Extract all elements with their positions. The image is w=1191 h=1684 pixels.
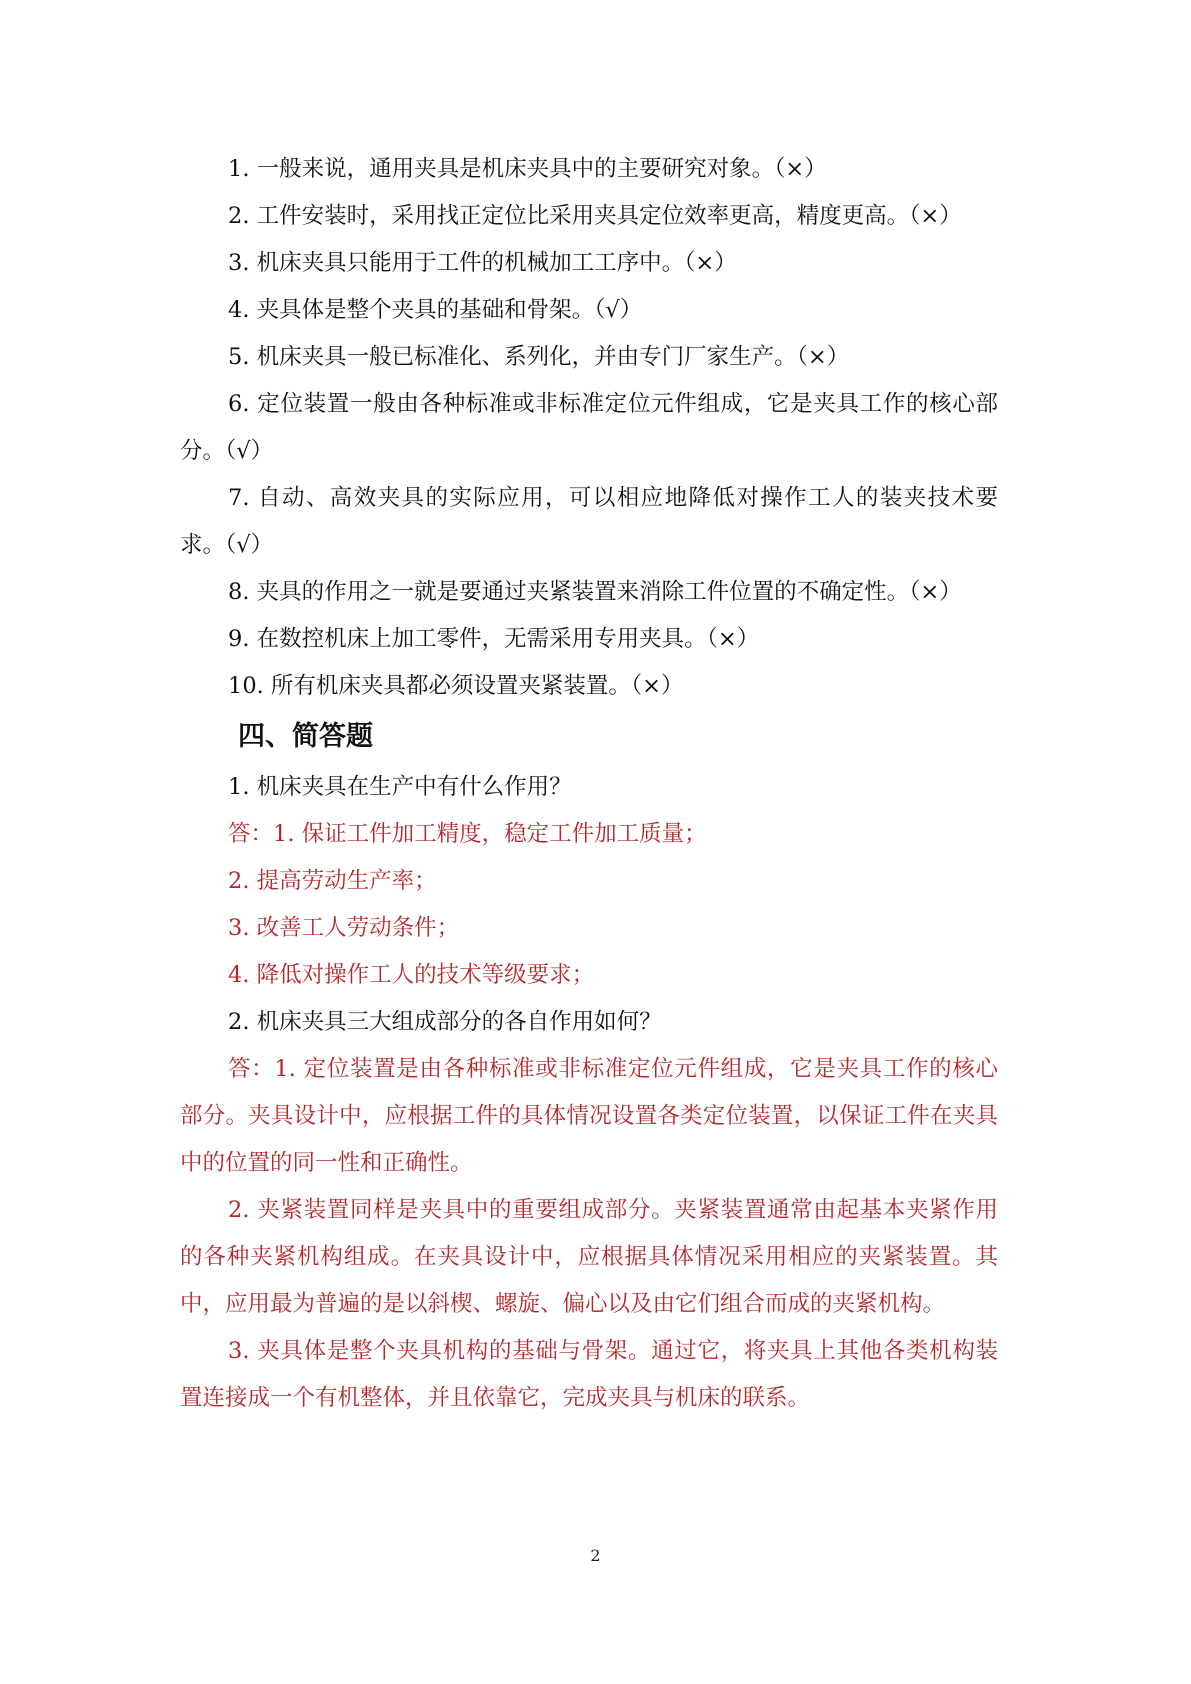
judgment-item-1: 1. 一般来说，通用夹具是机床夹具中的主要研究对象。（×） <box>228 156 827 182</box>
question-2-answer-3: 3. 夹具体是整个夹具机构的基础与骨架。通过它，将夹具上其他各类机构装置连接成一个有机整体，并且依靠它，完成夹具与机床的联系。 <box>180 1338 998 1411</box>
section-heading: 四、简答题 <box>238 721 373 752</box>
question-1-answer-2: 2. 提高劳动生产率； <box>228 868 437 894</box>
question-2: 2. 机床夹具三大组成部分的各自作用如何？ <box>228 1009 662 1035</box>
judgment-item-6: 6. 定位装置一般由各种标准或非标准定位元件组成，它是夹具工作的核心部分。（√） <box>180 391 998 464</box>
judgment-item-9: 9. 在数控机床上加工零件，无需采用专用夹具。（×） <box>228 626 760 652</box>
judgment-item-8: 8. 夹具的作用之一就是要通过夹紧装置来消除工件位置的不确定性。（×） <box>228 579 962 605</box>
page-content <box>180 146 998 1422</box>
judgment-item-5: 5. 机床夹具一般已标准化、系列化，并由专门厂家生产。（×） <box>228 344 850 370</box>
judgment-item-10: 10. 所有机床夹具都必须设置夹紧装置。（×） <box>228 673 684 699</box>
question-2-answer-1: 答：1. 定位装置是由各种标准或非标准定位元件组成，它是夹具工作的核心部分。夹具设计中，应根据工件的具体情况设置各类定位装置，以保证工件在夹具中的位置的同一性和正确性。 <box>180 1056 998 1176</box>
judgment-item-4: 4. 夹具体是整个夹具的基础和骨架。（√） <box>228 297 643 323</box>
judgment-item-3: 3. 机床夹具只能用于工件的机械加工工序中。（×） <box>228 250 737 276</box>
question-1-answer-1: 答：1. 保证工件加工精度，稳定工件加工质量； <box>228 821 707 847</box>
question-1-answer-3: 3. 改善工人劳动条件； <box>228 915 460 941</box>
question-1: 1. 机床夹具在生产中有什么作用？ <box>228 774 572 800</box>
judgment-item-7: 7. 自动、高效夹具的实际应用，可以相应地降低对操作工人的装夹技术要求。（√） <box>180 485 998 558</box>
question-1-answer-4: 4. 降低对操作工人的技术等级要求； <box>228 962 595 988</box>
page-number: 2 <box>590 1546 601 1565</box>
question-2-answer-2: 2. 夹紧装置同样是夹具中的重要组成部分。夹紧装置通常由起基本夹紧作用的各种夹紧机构组成。在夹具设计中，应根据具体情况采用相应的夹紧装置。其中，应用最为普遍的是以斜楔、螺旋、偏心以及由它们组合而成的夹紧机构。 <box>180 1197 998 1317</box>
judgment-item-2: 2. 工件安装时，采用找正定位比采用夹具定位效率更高，精度更高。（×） <box>228 203 962 229</box>
